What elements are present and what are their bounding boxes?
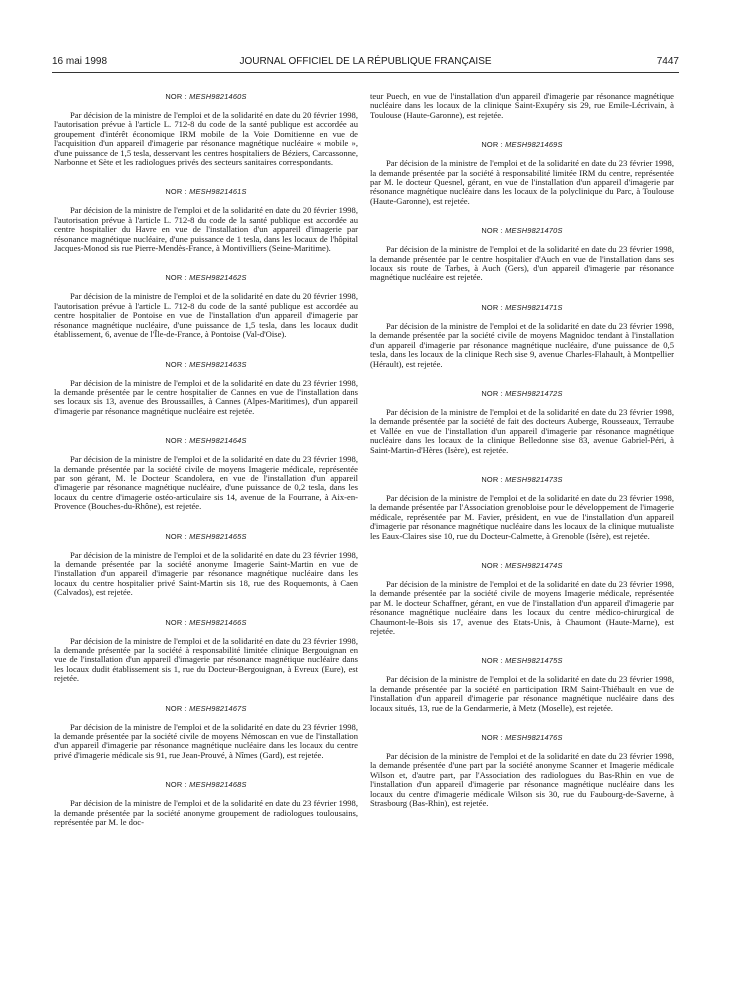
- nor-code: MESH9821466S: [189, 617, 247, 627]
- nor-label: NOR :: [165, 780, 187, 790]
- decision-text: Par décision de la ministre de l'emploi et de la solidarité en date du 23 février 1998, la demande présentée par la société à responsabilité limitée clinique Bergouignan en vue de l'installation d'un appareil d'imagerie par résonance magnétique nucléaire dans les locaux dudit établissement sis 1, rue du Docteur-Bergouignan, à Evreux (Eure), est rejetée.: [54, 635, 358, 684]
- decision-entry: [54, 618, 358, 684]
- decision-text: Par décision de la ministre de l'emploi et de la solidarité en date du 23 février 1998, la demande présentée par la société civile de moyens Némoscan en vue de l'installation d'un appareil d'imagerie par résonance magnétique nucléaire dans les locaux du centre privé d'imagerie médicale sis 91, rue Jean-Prouvé, à Nîmes (Gard), est rejetée.: [54, 721, 358, 760]
- nor-code: MESH9821460S: [189, 92, 247, 101]
- nor-label: NOR :: [165, 273, 187, 283]
- right-column: [370, 92, 674, 828]
- decision-entry: [370, 389, 674, 455]
- nor-reference: [370, 303, 674, 312]
- nor-label: NOR :: [481, 140, 503, 150]
- nor-reference: [54, 273, 358, 282]
- nor-code: MESH9821473S: [505, 474, 563, 484]
- nor-label: NOR :: [165, 531, 187, 541]
- nor-reference: [54, 780, 358, 789]
- nor-label: NOR :: [481, 656, 503, 666]
- decision-entry: [370, 140, 674, 206]
- decision-entry: [370, 475, 674, 541]
- decision-entry: [54, 704, 358, 761]
- journal-title: JOURNAL OFFICIEL DE LA RÉPUBLIQUE FRANÇAISE: [239, 56, 492, 67]
- nor-label: NOR :: [481, 302, 503, 312]
- nor-label: NOR :: [165, 187, 187, 197]
- nor-reference: [370, 226, 674, 235]
- nor-code: MESH9821462S: [189, 273, 247, 283]
- nor-label: NOR :: [165, 703, 187, 713]
- decision-text: Par décision de la ministre de l'emploi et de la solidarité en date du 23 février 1998, la demande présentée par la société civile de moyens Imagerie médicale, représentée par M. le docteur Schaffner, gérant, en vue de l'installation d'un appareil d'imagerie par résonance magnétique nucléaire dans les locaux du centre médico-chirurgical de Chaumont-le-Bois sis 17, avenue des Etats-Unis, à Chaumont (Haute-Marne), est rejetée.: [370, 578, 674, 636]
- decision-entry: [370, 303, 674, 369]
- decision-text-continuation: teur Puech, en vue de l'installation d'un appareil d'imagerie par résonance magnétique nucléaire dans les locaux de la clinique Saint-Exupéry sis 29, rue Emile-Lécrivain, à Toulouse (Haute-Garonne), est rejetée.: [370, 91, 674, 120]
- decision-entry: [54, 532, 358, 598]
- nor-code: MESH9821472S: [505, 388, 563, 398]
- nor-code: MESH9821476S: [505, 733, 563, 743]
- nor-code: MESH9821461S: [189, 187, 247, 197]
- nor-code: MESH9821474S: [505, 560, 563, 570]
- nor-reference: [54, 532, 358, 541]
- nor-label: NOR :: [481, 560, 503, 570]
- nor-code: MESH9821471S: [505, 302, 563, 312]
- decision-text: Par décision de la ministre de l'emploi et de la solidarité en date du 23 février 1998, la demande présentée par la société anonyme groupement de radiologues toulousains, représentée par M. le doc-: [54, 798, 358, 828]
- nor-label: NOR :: [481, 226, 503, 236]
- decision-text: Par décision de la ministre de l'emploi et de la solidarité en date du 23 février 1998, la demande présentée par la société à responsabilité limitée IRM du centre, représentée par M. le docteur Quesnel, gérant, en vue de l'installation d'un appareil d'imagerie par résonance magnétique nucléaire dans les locaux de la polyclinique du Parc, à Toulouse (Haute-Garonne), est rejetée.: [370, 158, 674, 206]
- nor-reference: [370, 561, 674, 570]
- nor-label: NOR :: [165, 92, 187, 101]
- nor-label: NOR :: [481, 474, 503, 484]
- nor-label: NOR :: [165, 436, 187, 446]
- nor-label: NOR :: [481, 388, 503, 398]
- nor-label: NOR :: [165, 359, 187, 369]
- nor-reference: [54, 704, 358, 713]
- continued-decision: [370, 92, 674, 120]
- decision-entry: [370, 733, 674, 808]
- nor-code: MESH9821470S: [505, 226, 563, 236]
- nor-reference: [54, 187, 358, 196]
- nor-reference: [54, 92, 358, 101]
- decision-entry: [54, 187, 358, 253]
- decision-entry: [54, 273, 358, 339]
- decision-entry: [54, 436, 358, 511]
- nor-code: MESH9821465S: [189, 531, 247, 541]
- nor-reference: [370, 733, 674, 742]
- nor-code: MESH9821464S: [189, 436, 247, 446]
- decision-text: Par décision de la ministre de l'emploi et de la solidarité en date du 23 février 1998, la demande présentée par la société en participation IRM Saint-Thiébault en vue de l'installation d'un appareil d'imagerie par résonance magnétique nucléaire dans des locaux situés, 13, rue de la Gendarmerie, à Metz (Moselle), est rejetée.: [370, 674, 674, 713]
- nor-code: MESH9821469S: [505, 140, 563, 150]
- nor-reference: [54, 618, 358, 627]
- decision-text: Par décision de la ministre de l'emploi et de la solidarité en date du 20 février 1998, l'autorisation prévue à l'article L. 712-8 du code de la santé publique est accordée au groupement d'intérêt économique IRM mobile de la Voie Domitienne en vue de l'acquisition d'un appareil d'imagerie par résonance magnétique nucléaire « mobile », d'une puissance de 1,5 tesla, desservant les centres hospitaliers de Béziers, Carcassonne, Narbonne et Sète et les radiologues privés des secteurs sanitaires correspondants.: [54, 110, 358, 168]
- header-rule: [52, 72, 679, 73]
- nor-label: NOR :: [165, 617, 187, 627]
- decision-text: Par décision de la ministre de l'emploi et de la solidarité en date du 23 février 1998, la demande présentée d'une part par la société anonyme Scanner et Imagerie médicale Wilson et, d'autre part, par l'Association des radiologues du Bas-Rhin en vue de l'installation d'un appareil d'imagerie par résonance magnétique nucléaire dans les locaux du centre d'imagerie médicale Wilson sis 30, rue du Faubourg-de-Saverne, à Strasbourg (Bas-Rhin), est rejetée.: [370, 751, 674, 809]
- decision-text: Par décision de la ministre de l'emploi et de la solidarité en date du 20 février 1998, l'autorisation prévue à l'article L. 712-8 du code de la santé publique est accordée au centre hospitalier de Pontoise en vue de l'installation d'un appareil d'imagerie par résonance magnétique nucléaire, d'une puissance de 1,5 tesla, dans les locaux dudit établissement, 6, avenue de l'Île-de-France, à Pontoise (Val-d'Oise).: [54, 291, 358, 340]
- decision-text: Par décision de la ministre de l'emploi et de la solidarité en date du 23 février 1998, la demande présentée par la société de fait des docteurs Auberge, Rousseaux, Terraube et Vallée en vue de l'installation d'un appareil d'imagerie par résonance magnétique nucléaire dans les locaux de la clinique Belledonne sise 83, avenue Gabriel-Péri, à Saint-Martin-d'Hères (Isère), est rejetée.: [370, 406, 674, 455]
- decision-text: Par décision de la ministre de l'emploi et de la solidarité en date du 23 février 1998, la demande présentée par la société civile de moyens Imagerie médicale, représentée par son gérant, M. le Docteur Scandolera, en vue de l'installation d'un appareil d'imagerie par résonance magnétique nucléaire, d'une puissance de 0,2 tesla, dans les locaux du centre d'imagerie ostéo-articulaire sis 14, avenue de la Fourrane, à Aix-en-Provence (Bouches-du-Rhône), est rejetée.: [54, 454, 358, 512]
- decision-entry: [370, 226, 674, 283]
- nor-reference: [370, 389, 674, 398]
- decision-text: Par décision de la ministre de l'emploi et de la solidarité en date du 23 février 1998, la demande présentée par l'Association grenobloise pour le développement de l'imagerie médicale, représentée par M. Favier, président, en vue de l'installation d'un appareil d'imagerie par résonance magnétique nucléaire dans les locaux de la clinique mutualiste les Eaux-Claires sise 10, rue du Docteur-Calmette, à Grenoble (Isère), est rejetée.: [370, 492, 674, 541]
- page-header: [52, 56, 679, 72]
- decision-text: Par décision de la ministre de l'emploi et de la solidarité en date du 20 février 1998, l'autorisation prévue à l'article L. 712-8 du code de la santé publique est accordée au centre hospitalier du Havre en vue de l'installation d'un appareil d'imagerie par résonance magnétique nucléaire, d'une puissance de 1 tesla, dans les locaux de l'hôpital Jacques-Monod sis rue Pierre-Mendès-France, à Montivilliers (Seine-Maritime).: [54, 205, 358, 254]
- nor-code: MESH9821475S: [505, 656, 563, 666]
- nor-reference: [370, 140, 674, 149]
- decision-text: Par décision de la ministre de l'emploi et de la solidarité en date du 23 février 1998, la demande présentée par le centre hospitalier d'Auch en vue de l'installation dans ses locaux sis route de Tarbes, à Auch (Gers), d'un appareil d'imagerie par résonance magnétique nucléaire est rejetée.: [370, 244, 674, 283]
- nor-code: MESH9821468S: [189, 780, 247, 790]
- nor-code: MESH9821467S: [189, 703, 247, 713]
- decision-entry: [370, 561, 674, 636]
- decision-text: Par décision de la ministre de l'emploi et de la solidarité en date du 23 février 1998, la demande présentée par le centre hospitalier de Cannes en vue de l'installation dans ses locaux sis 13, avenue des Broussailles, à Cannes (Alpes-Maritimes), d'un appareil d'imagerie par résonance magnétique nucléaire est rejetée.: [54, 377, 358, 416]
- decision-entry: [54, 360, 358, 417]
- nor-code: MESH9821463S: [189, 359, 247, 369]
- nor-label: NOR :: [481, 733, 503, 743]
- decision-entry: [54, 780, 358, 827]
- left-column: [54, 92, 358, 847]
- decision-text: Par décision de la ministre de l'emploi et de la solidarité en date du 23 février 1998, la demande présentée par la société anonyme Imagerie Saint-Martin en vue de l'installation d'un appareil d'imagerie par résonance magnétique nucléaire dans les locaux du centre hospitalier privé Saint-Martin sis 18, rue des Roquemonts, à Caen (Calvados), est rejetée.: [54, 549, 358, 598]
- nor-reference: [54, 436, 358, 445]
- decision-entry: [54, 92, 358, 167]
- nor-reference: [54, 360, 358, 369]
- nor-reference: [370, 475, 674, 484]
- decision-entry: [370, 656, 674, 713]
- page-number: 7447: [656, 56, 679, 67]
- publication-date: 16 mai 1998: [52, 56, 108, 67]
- nor-reference: [370, 656, 674, 665]
- decision-text: Par décision de la ministre de l'emploi et de la solidarité en date du 23 février 1998, la demande présentée par la société civile de moyens Magnidoc tendant à l'installation d'un appareil d'imagerie par résonance magnétique nucléaire, d'une puissance de 0,5 tesla, dans les locaux de la clinique Rech sise 9, avenue Charles-Flahault, à Montpellier (Hérault), est rejetée.: [370, 320, 674, 369]
